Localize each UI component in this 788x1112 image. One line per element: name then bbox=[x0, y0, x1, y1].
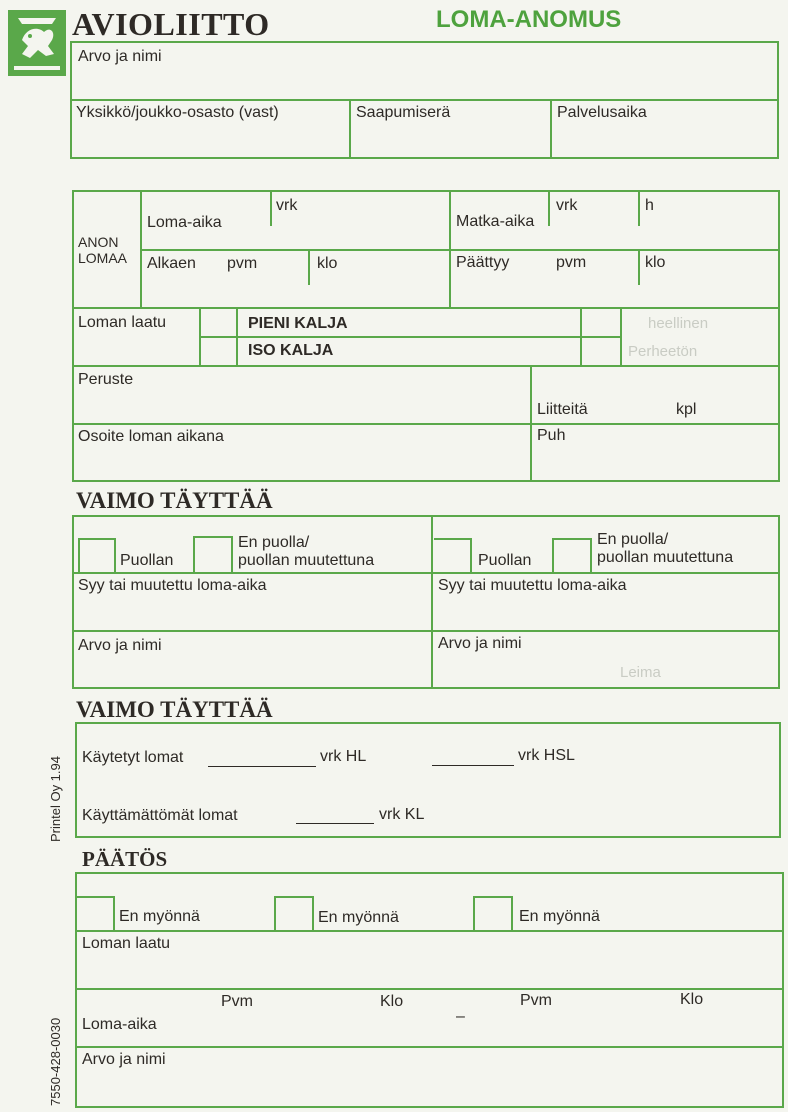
start-label: Alkaen bbox=[147, 255, 196, 272]
travel-h-label: h bbox=[645, 197, 654, 214]
attachments-count-label: kpl bbox=[676, 401, 697, 418]
unit-label: Yksikkö/joukko-osasto (vast) bbox=[76, 104, 279, 121]
deny-decision-checkbox-2[interactable] bbox=[274, 896, 314, 932]
vrk-hl-label: vrk HL bbox=[320, 748, 367, 765]
start-pvm-label: pvm bbox=[227, 255, 258, 272]
address-label: Osoite loman aikana bbox=[78, 428, 224, 445]
end-pvm-label: pvm bbox=[556, 254, 587, 271]
unused-kl-blank[interactable] bbox=[296, 823, 374, 824]
grounds-label: Peruste bbox=[78, 371, 134, 388]
ghost-text-1: heellinen bbox=[648, 315, 709, 332]
service-time-label: Palvelusaika bbox=[557, 104, 647, 121]
leave-vrk-label: vrk bbox=[276, 197, 298, 214]
rank-name-label: Arvo ja nimi bbox=[78, 48, 162, 65]
vrk-hsl-label: vrk HSL bbox=[518, 747, 575, 764]
approve-label-right: Puollan bbox=[478, 552, 532, 569]
lion-coat-of-arms-icon bbox=[8, 10, 66, 76]
leave-type-label: Loman laatu bbox=[78, 314, 167, 331]
phone-label: Puh bbox=[537, 427, 566, 444]
deny-label-right: En puolla/ puollan muutettuna bbox=[597, 531, 734, 567]
vrk-kl-label: vrk KL bbox=[379, 806, 425, 823]
unused-leave-label: Käyttämättömät lomat bbox=[82, 807, 238, 824]
end-klo-label: klo bbox=[645, 254, 666, 271]
large-beer-checkbox[interactable] bbox=[199, 336, 237, 366]
date-range-dash: – bbox=[456, 1008, 465, 1025]
ghost-text-3: Leima bbox=[620, 664, 661, 681]
large-beer-label: ISO KALJA bbox=[248, 342, 334, 359]
used-hl-blank[interactable] bbox=[208, 766, 316, 767]
decision-leave-time-label: Loma-aika bbox=[82, 1016, 157, 1033]
printer-credit: Printel Oy 1.94 bbox=[48, 756, 63, 842]
coat-of-arms-logo bbox=[8, 10, 66, 76]
deny-decision-label-1: En myönnä bbox=[119, 908, 200, 925]
deny-checkbox-right[interactable] bbox=[552, 538, 592, 572]
decision-leave-type-label: Loman laatu bbox=[82, 935, 171, 952]
approve-checkbox-right[interactable] bbox=[434, 538, 472, 572]
used-hsl-blank[interactable] bbox=[432, 765, 514, 766]
rank-name-label-left: Arvo ja nimi bbox=[78, 637, 162, 654]
decision-rank-name-label: Arvo ja nimi bbox=[82, 1051, 166, 1068]
ghost-text-2: Perheetön bbox=[628, 343, 698, 360]
deny-decision-label-2: En myönnä bbox=[318, 909, 399, 926]
form-code: 7550-428-0030 bbox=[48, 1017, 63, 1106]
deny-checkbox-left[interactable] bbox=[193, 536, 233, 572]
decision-klo-label-2: Klo bbox=[680, 991, 704, 1008]
wife-heading-1: VAIMO TÄYTTÄÄ bbox=[76, 488, 273, 513]
decision-pvm-label-2: Pvm bbox=[520, 992, 552, 1009]
decision-klo-label-1: Klo bbox=[380, 993, 404, 1010]
attachments-label: Liitteitä bbox=[537, 401, 588, 418]
approve-checkbox-left[interactable] bbox=[78, 538, 116, 572]
deny-label-left: En puolla/ puollan muutettuna bbox=[238, 534, 375, 570]
deny-decision-checkbox-3[interactable] bbox=[473, 896, 513, 932]
start-klo-label: klo bbox=[317, 255, 338, 272]
decision-pvm-label-1: Pvm bbox=[221, 993, 253, 1010]
end-label: Päättyy bbox=[456, 254, 510, 271]
small-beer-label: PIENI KALJA bbox=[248, 315, 348, 332]
travel-time-label: Matka-aika bbox=[456, 213, 535, 230]
decision-heading: PÄÄTÖS bbox=[82, 847, 168, 871]
deny-decision-checkbox-1[interactable] bbox=[77, 896, 115, 932]
apply-leave-label: ANON LOMAA bbox=[78, 234, 128, 267]
reason-label-right: Syy tai muutettu loma-aika bbox=[438, 577, 627, 594]
leave-time-label: Loma-aika bbox=[147, 214, 222, 231]
reason-label-left: Syy tai muutettu loma-aika bbox=[78, 577, 267, 594]
wife-heading-2: VAIMO TÄYTTÄÄ bbox=[76, 697, 273, 722]
deny-decision-label-3: En myönnä bbox=[519, 908, 600, 925]
intake-label: Saapumiserä bbox=[356, 104, 451, 121]
used-leave-label: Käytetyt lomat bbox=[82, 749, 184, 766]
travel-vrk-label: vrk bbox=[556, 197, 578, 214]
small-beer-checkbox[interactable] bbox=[199, 307, 237, 338]
form-title: LOMA-ANOMUS bbox=[436, 6, 622, 33]
rank-name-label-right: Arvo ja nimi bbox=[438, 635, 522, 652]
approve-label-left: Puollan bbox=[120, 552, 174, 569]
brand-title: AVIOLIITTO bbox=[72, 6, 270, 42]
